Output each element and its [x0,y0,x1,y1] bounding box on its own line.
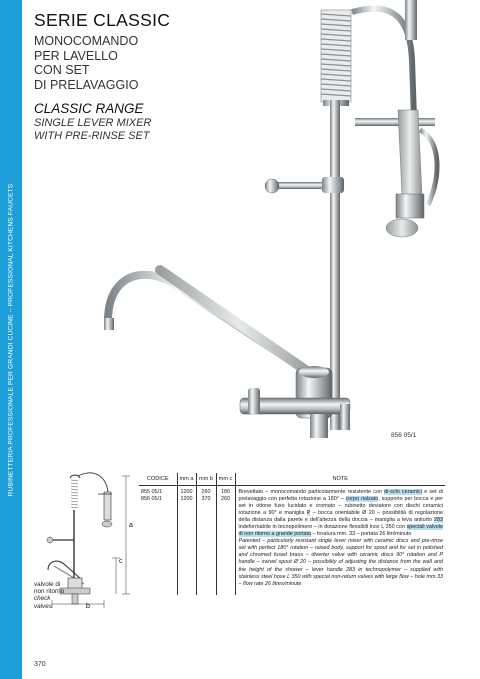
code-value: 856 05/1 [141,495,162,502]
b-values-cell [196,485,216,595]
subtitle-it-line: DI PRELAVAGGIO [34,77,139,92]
valve-label [34,581,64,610]
notes-it [239,489,444,538]
dimension-a-label: a [129,522,133,529]
notes-it-text: – bocca orientabile Ø 20 – possibilità di regolazione della distanza dalla parete e dell'altezza della doccia – maniglia a leva antiurto [238,509,444,523]
spec-table [139,473,445,595]
notes-it-highlight: speciali valvole di non ritorno a grande portata [238,523,443,538]
valve-label-it-line: valvole di [34,581,61,588]
valve-label-it-line: non ritorno [34,588,65,596]
notes-it-text: , supporto per bocca e per set in ottone fuso lucidato e cromato – rubinetto deviatore con dischi ceramici rotazione a 90° e maniglia [238,495,443,516]
notes-it-highlight: corpo rialzato [345,495,379,502]
valve-label-en-line: valves [34,602,52,610]
subtitle-it-line: PER LAVELLO [34,48,118,63]
sidebar-band [0,0,22,679]
col-header-mm-a: mm a [177,473,196,485]
code-value: 855 05/1 [141,488,162,495]
col-header-codice: CODICE [139,473,177,485]
subtitle-it-line: MONOCOMANDO [34,34,139,48]
title-english: CLASSIC RANGE [34,101,144,116]
sidebar-category-text: RUBINETTERIA PROFESSIONALE PER GRANDI CUCINE – PROFESSIONAL KITCHENS FAUCETS [7,183,15,497]
subtitle-it-line: CON SET [34,63,90,77]
a-value: 1200 [180,488,193,495]
valve-label-en-line: check [34,595,51,603]
spring-coil [321,10,351,106]
page-number: 370 [34,661,46,668]
pre-rinse-gun [355,110,437,237]
notes-it-highlight: 283 [434,516,443,523]
b-value: 370 [201,495,211,502]
dimension-b-label: b [86,603,90,610]
notes-it-text: e set di prelavaggio con perfetta rotazione a 180° – [238,488,443,502]
a-values-cell [177,485,196,595]
spec-table-header-row [139,473,445,485]
swivel-spout [104,275,308,372]
dimension-c-label: c [119,558,123,565]
c-value: 180 [221,488,230,495]
notes-it-highlight: P [306,509,311,516]
col-header-mm-c: mm c [216,473,235,485]
notes-it-highlight: di-schi ceramici [384,488,422,495]
product-code-label: 856 05/1 [391,432,417,439]
col-header-note: NOTE [235,473,445,485]
col-header-mm-b: mm b [196,473,216,485]
subtitle-en-line: WITH PRE-RINSE SET [34,130,150,142]
wall-arm-support [265,177,344,193]
notes-cell [235,485,445,595]
subtitle-en-line: SINGLE LEVER MIXER [34,117,152,129]
faucet-product-image [100,0,450,445]
page-title: SERIE CLASSIC [34,10,171,30]
notes-it-text: Brevettato – monocomando particolarmente resistente con [238,488,385,495]
c-values-cell [216,485,235,595]
a-value: 1200 [180,495,193,502]
notes-en: Patented – particularly resistant single lever mixer with ceramic discs and pre-rinse set with perfect 180° rotation – raised body, support for spout and for set in polished and chromed fused brass – diverter valve with ceramic discs 90° rotation and P handle – swivel spout Ø 20 – possibility of adjusting the distance from the wall and the height of the shower – lever handle 283 in technopolymer – supplied with stainless steel hose L 350 with special non-return valves with large flow – hole mm.33 – flow rate 26 litres/minute [238,538,443,587]
lever-handle [160,270,320,380]
b-value: 260 [201,488,211,495]
hose-top [352,9,414,118]
notes-it-text: – foratura mm. 33 – portata 26 litri/minuto [311,531,412,538]
spec-table-row [139,485,445,595]
codes-cell [139,485,177,595]
c-value: 260 [221,495,230,502]
notes-it-text: indeformabile in tecnopolimero – in dotazione flessibili inox L 350 con [238,523,407,530]
